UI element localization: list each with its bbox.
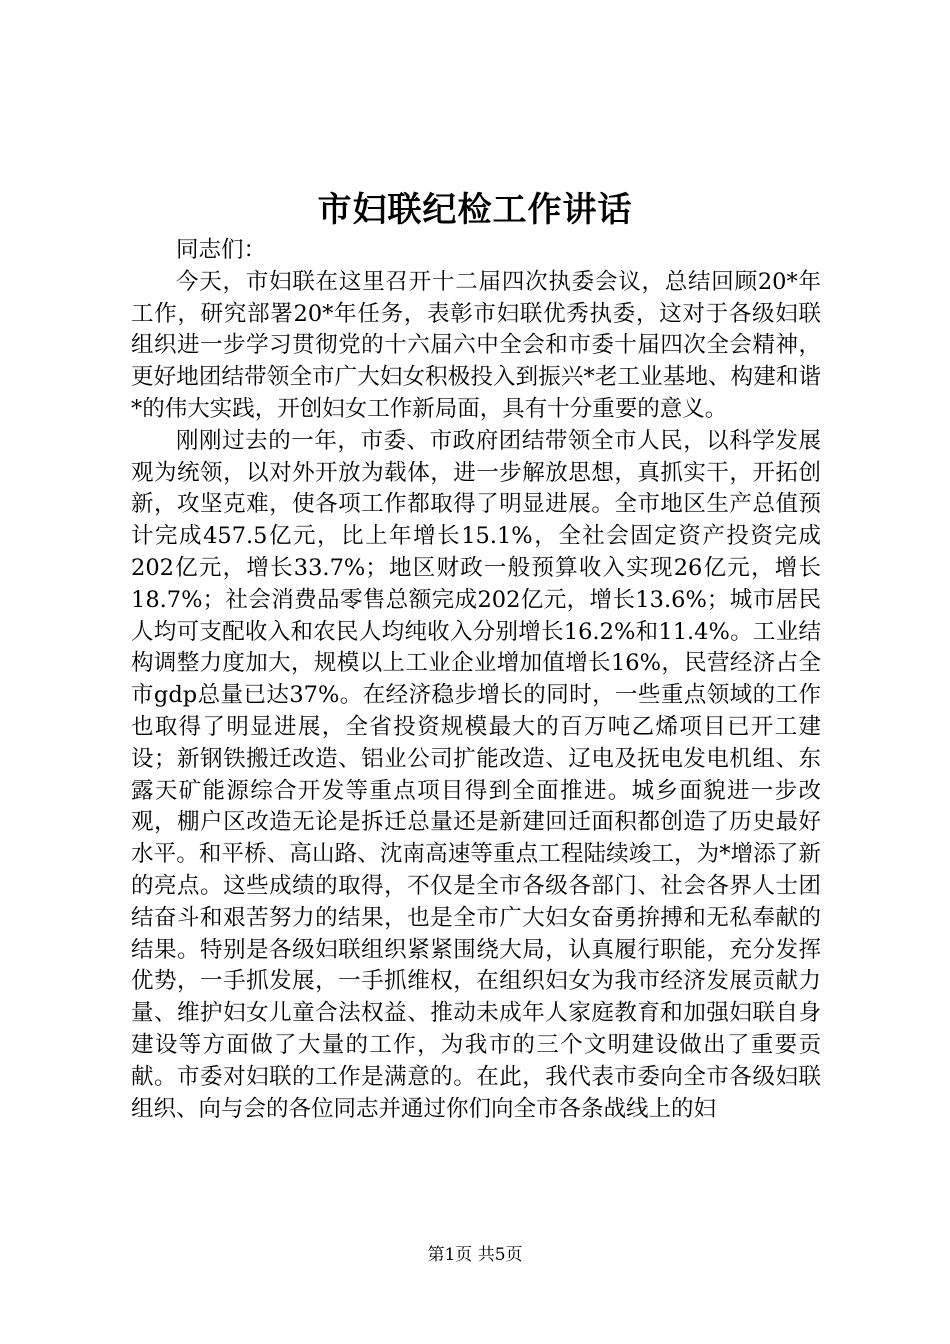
salutation: 同志们： [176, 237, 267, 263]
document-body [131, 235, 821, 1125]
page-number: 第1页 共5页 [427, 1245, 523, 1265]
paragraph-2: 刚刚过去的一年，市委、市政府团结带领全市人民，以科学发展观为统领，以对外开放为载体，进一步解放思想，真抓实干，开拓创新，攻坚克难，使各项工作都取得了明显进展。全市地区生产总值预计完成457.5亿元，比上年增长15.1%，全社会固定资产投资完成202亿元，增长33.7%；地区财政一般预算收入实现26亿元，增长18.7%；社会消费品零售总额完成202亿元，增长13.6%；城市居民人均可支配收入和农民人均纯收入分别增长16.2%和11.4%。工业结构调整力度加大，规模以上工业企业增加值增长16%，民营经济占全市gdp总量已达37%。在经济稳步增长的同时，一些重点领域的工作也取得了明显进展，全省投资规模最大的百万吨乙烯项目已开工建设；新钢铁搬迁改造、铝业公司扩能改造、辽电及抚电发电机组、东露天矿能源综合开发等重点项目得到全面推进。城乡面貌进一步改观，棚户区改造无论是拆迁总量还是新建回迁面积都创造了历史最好水平。和平桥、高山路、沈南高速等重点工程陆续竣工，为*增添了新的亮点。这些成绩的取得，不仅是全市各级各部门、社会各界人士团结奋斗和艰苦努力的结果，也是全市广大妇女奋勇拚搏和无私奉献的结果。特别是各级妇联组织紧紧围绕大局，认真履行职能，充分发挥优势，一手抓发展，一手抓维权，在组织妇女为我市经济发展贡献力量、维护妇女儿童合法权益、推动未成年人家庭教育和加强妇联自身建设等方面做了大量的工作，为我市的三个文明建设做出了重要贡献。市委对妇联的工作是满意的。在此，我代表市委向全市各级妇联组织、向与会的各位同志并通过你们向全市各条战线上的妇 [131, 427, 821, 1122]
document-title: 市妇联纪检工作讲话 [317, 190, 633, 230]
paragraph-1: 今天，市妇联在这里召开十二届四次执委会议，总结回顾20*年工作，研究部署20*年任务，表彰市妇联优秀执委，这对于各级妇联组织进一步学习贯彻党的十六届六中全会和市委十届四次全会精神，更好地团结带领全市广大妇女积极投入到振兴*老工业基地、构建和谐*的伟大实践，开创妇女工作新局面，具有十分重要的意义。 [131, 268, 821, 422]
